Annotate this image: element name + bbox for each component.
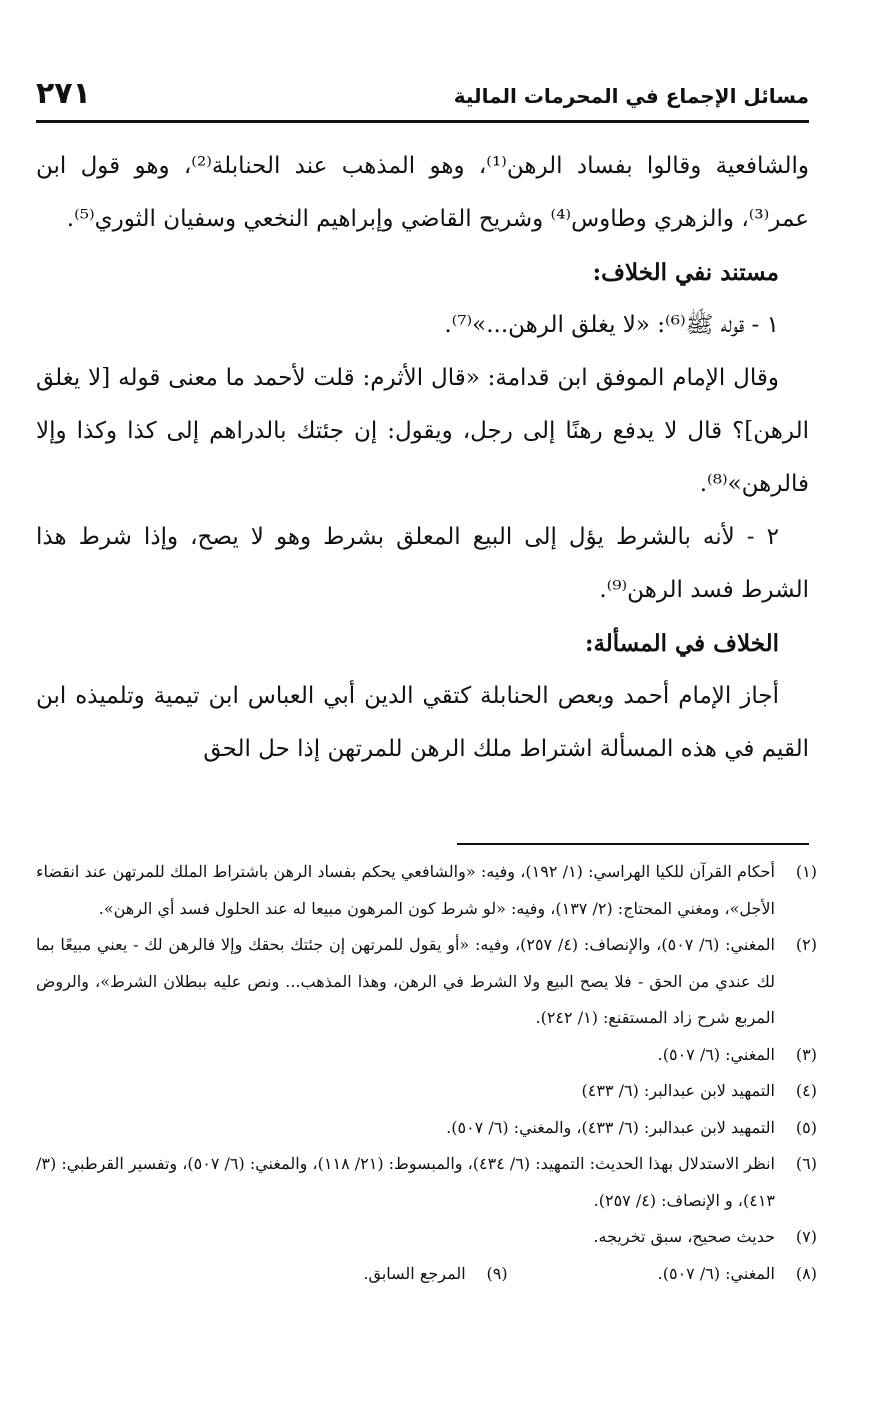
footnote: [36, 1073, 817, 1110]
paragraph-ibn-qudama: وقال الإمام الموفق ابن قدامة: «قال الأثرم: قلت لأحمد ما معنى قوله [لا يغلق الرهن]؟ قال لا يدفع رهنًا إلى رجل، ويقول: إن جئتك بالدراهم إلى كذا وكذا وإلا فالرهن»⁽⁸⁾.: [36, 365, 809, 497]
footnote-text: المرجع السابق.: [363, 1263, 466, 1283]
footnote-number: (٦): [795, 1154, 817, 1173]
footnote-number: (٧): [795, 1227, 817, 1246]
footnote-number: (١): [795, 862, 817, 881]
footnote: [36, 1146, 817, 1219]
main-text: [36, 140, 809, 830]
footnote-number: (٣): [795, 1044, 817, 1064]
header-title: مسائل الإجماع في المحرمات المالية: [453, 84, 809, 108]
footnote-text: أحكام القرآن للكيا الهراسي: (١/ ١٩٢)، وفيه: «والشافعي يحكم بفساد الرهن باشتراط الملك للمرتهن عند انقضاء الأجل»، ومغني المحتاج: (٢/ ١٣٧)، وفيه: «لو شرط كون المرهون مبيعا له عند الحلول فسد أي الرهن».: [36, 862, 775, 918]
page-number: ٢٧١: [36, 76, 91, 111]
footnote: [363, 1256, 507, 1293]
footnote-number: (٥): [795, 1117, 817, 1137]
paragraph-disagreement: أجاز الإمام أحمد وبعص الحنابلة كتقي الدين أبي العباس ابن تيمية وتلميذه ابن القيم في هذه المسألة اشتراط ملك الرهن للمرتهن إذا حل الحق: [36, 683, 809, 762]
footnote-number: (٤): [795, 1081, 817, 1100]
paragraph-reason: ٢ - لأنه بالشرط يؤل إلى البيع المعلق بشرط وهو لا يصح، وإذا شرط هذا الشرط فسد الرهن⁽⁹⁾.: [36, 524, 809, 603]
footnote: [658, 1256, 817, 1293]
footnote: [36, 854, 817, 927]
footnotes: [36, 854, 817, 1374]
footnote-number: (٩): [486, 1263, 508, 1283]
footnote-text: التمهيد لابن عبدالبر: (٦/ ٤٣٣): [581, 1081, 775, 1100]
running-header: [36, 76, 809, 122]
heading-disagreement: الخلاف في المسألة:: [584, 630, 779, 657]
footnote-text: المغني: (٦/ ٥٠٧)، والإنصاف: (٤/ ٢٥٧)، وفيه: «أو يقول للمرتهن إن جئتك بحقك وإلا فالرهن لك - يعني مبيعًا بما لك عندي من الحق - فلا يصح البيع ولا الشرط في الرهن، وهذا المذهب... ونص عليه ببطلان الشرط»، والروض المربع شرح زاد المستقنع: (١/ ٢٤٢).: [36, 935, 776, 1027]
footnote: [36, 1037, 817, 1074]
footnote: [36, 1219, 817, 1256]
paragraph-opinion: والشافعية وقالوا بفساد الرهن⁽¹⁾، وهو المذهب عند الحنابلة⁽²⁾، وهو قول ابن عمر⁽³⁾، والزهري وطاوس⁽⁴⁾ وشريح القاضي وإبراهيم النخعي وسفيان الثوري⁽⁵⁾.: [36, 153, 809, 232]
footnote-text: حديث صحيح، سبق تخريجه.: [593, 1227, 775, 1246]
footnote-number: (٨): [795, 1263, 817, 1283]
footnote-number: (٢): [795, 935, 817, 954]
footnote-text: انظر الاستدلال بهذا الحديث: التمهيد: (٦/ ٤٣٤)، والمبسوط: (٢١/ ١١٨)، والمغني: (٦/ ٥٠٧)، وتفسير القرطبي: (٣/ ٤١٣)، و الإنصاف: (٤/ ٢٥٧).: [36, 1154, 775, 1210]
header-rule: [36, 120, 809, 123]
footnote-rule: [457, 843, 809, 845]
footnote-text: المغني: (٦/ ٥٠٧).: [657, 1263, 775, 1283]
footnote-text: التمهيد لابن عبدالبر: (٦/ ٤٣٣)، والمغني: (٦/ ٥٠٧).: [446, 1117, 775, 1137]
footnote-row: [36, 1256, 817, 1293]
footnote: [36, 1110, 817, 1147]
paragraph-hadith: ١ - قوله ﷺ⁽⁶⁾: «لا يغلق الرهن...»⁽⁷⁾.: [444, 312, 779, 338]
footnote-text: المغني: (٦/ ٥٠٧).: [657, 1044, 775, 1064]
heading-evidence: مستند نفي الخلاف:: [592, 259, 779, 286]
footnote: [36, 927, 817, 1037]
